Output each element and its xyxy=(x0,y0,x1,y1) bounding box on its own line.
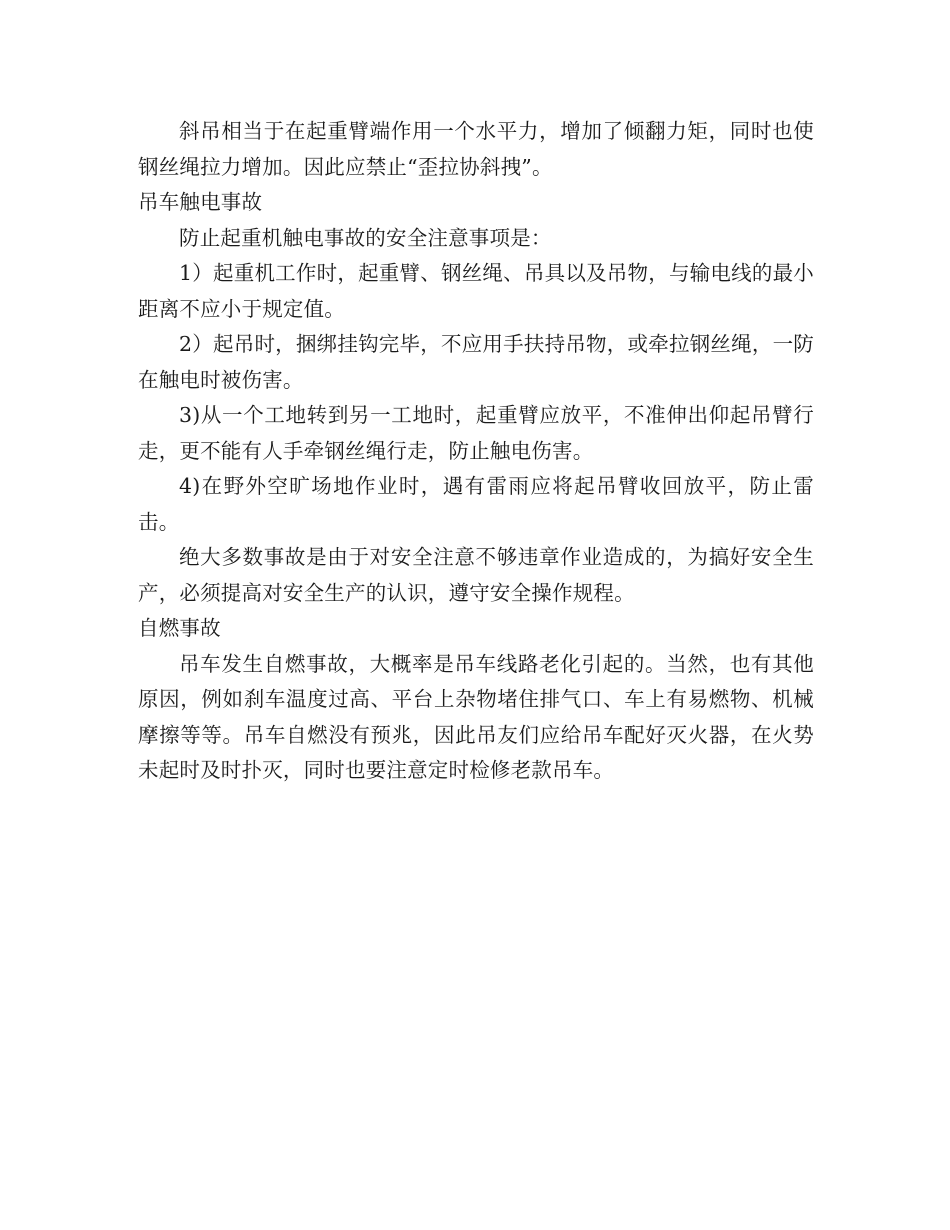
paragraph-slanted-lifting: 斜吊相当于在起重臂端作用一个水平力，增加了倾翻力矩，同时也使钢丝绳拉力增加。因此应禁止“歪拉协斜拽”。 xyxy=(138,119,814,179)
list-item-precaution-3: 3)从一个工地转到另一工地时，起重臂应放平，不准伸出仰起吊臂行走，更不能有人手牵钢丝绳行走，防止触电伤害。 xyxy=(138,403,814,463)
paragraph-safety-conclusion: 绝大多数事故是由于对安全注意不够违章作业造成的，为搞好安全生产，必须提高对安全生产的认识，遵守安全操作规程。 xyxy=(138,545,814,605)
document-page xyxy=(138,114,814,789)
list-item-precaution-1: 1）起重机工作时，起重臂、钢丝绳、吊具以及吊物，与输电线的最小距离不应小于规定值。 xyxy=(138,261,814,321)
list-item-precaution-2: 2）起吊时，捆绑挂钩完毕，不应用手扶持吊物，或牵拉钢丝绳，一防在触电时被伤害。 xyxy=(138,332,814,392)
paragraph-spontaneous-combustion: 吊车发生自燃事故，大概率是吊车线路老化引起的。当然，也有其他原因，例如刹车温度过高、平台上杂物堵住排气口、车上有易燃物、机械摩擦等等。吊车自燃没有预兆，因此吊友们应给吊车配好灭火器，在火势未起时及时扑灭，同时也要注意定时检修老款吊车。 xyxy=(138,651,814,782)
paragraph-precautions-intro: 防止起重机触电事故的安全注意事项是： xyxy=(179,225,552,250)
list-item-precaution-4: 4)在野外空旷场地作业时，遇有雷雨应将起吊臂收回放平，防止雷击。 xyxy=(138,474,814,534)
section-heading-spontaneous-combustion: 自燃事故 xyxy=(138,616,221,640)
section-heading-electric-shock: 吊车触电事故 xyxy=(138,190,263,214)
